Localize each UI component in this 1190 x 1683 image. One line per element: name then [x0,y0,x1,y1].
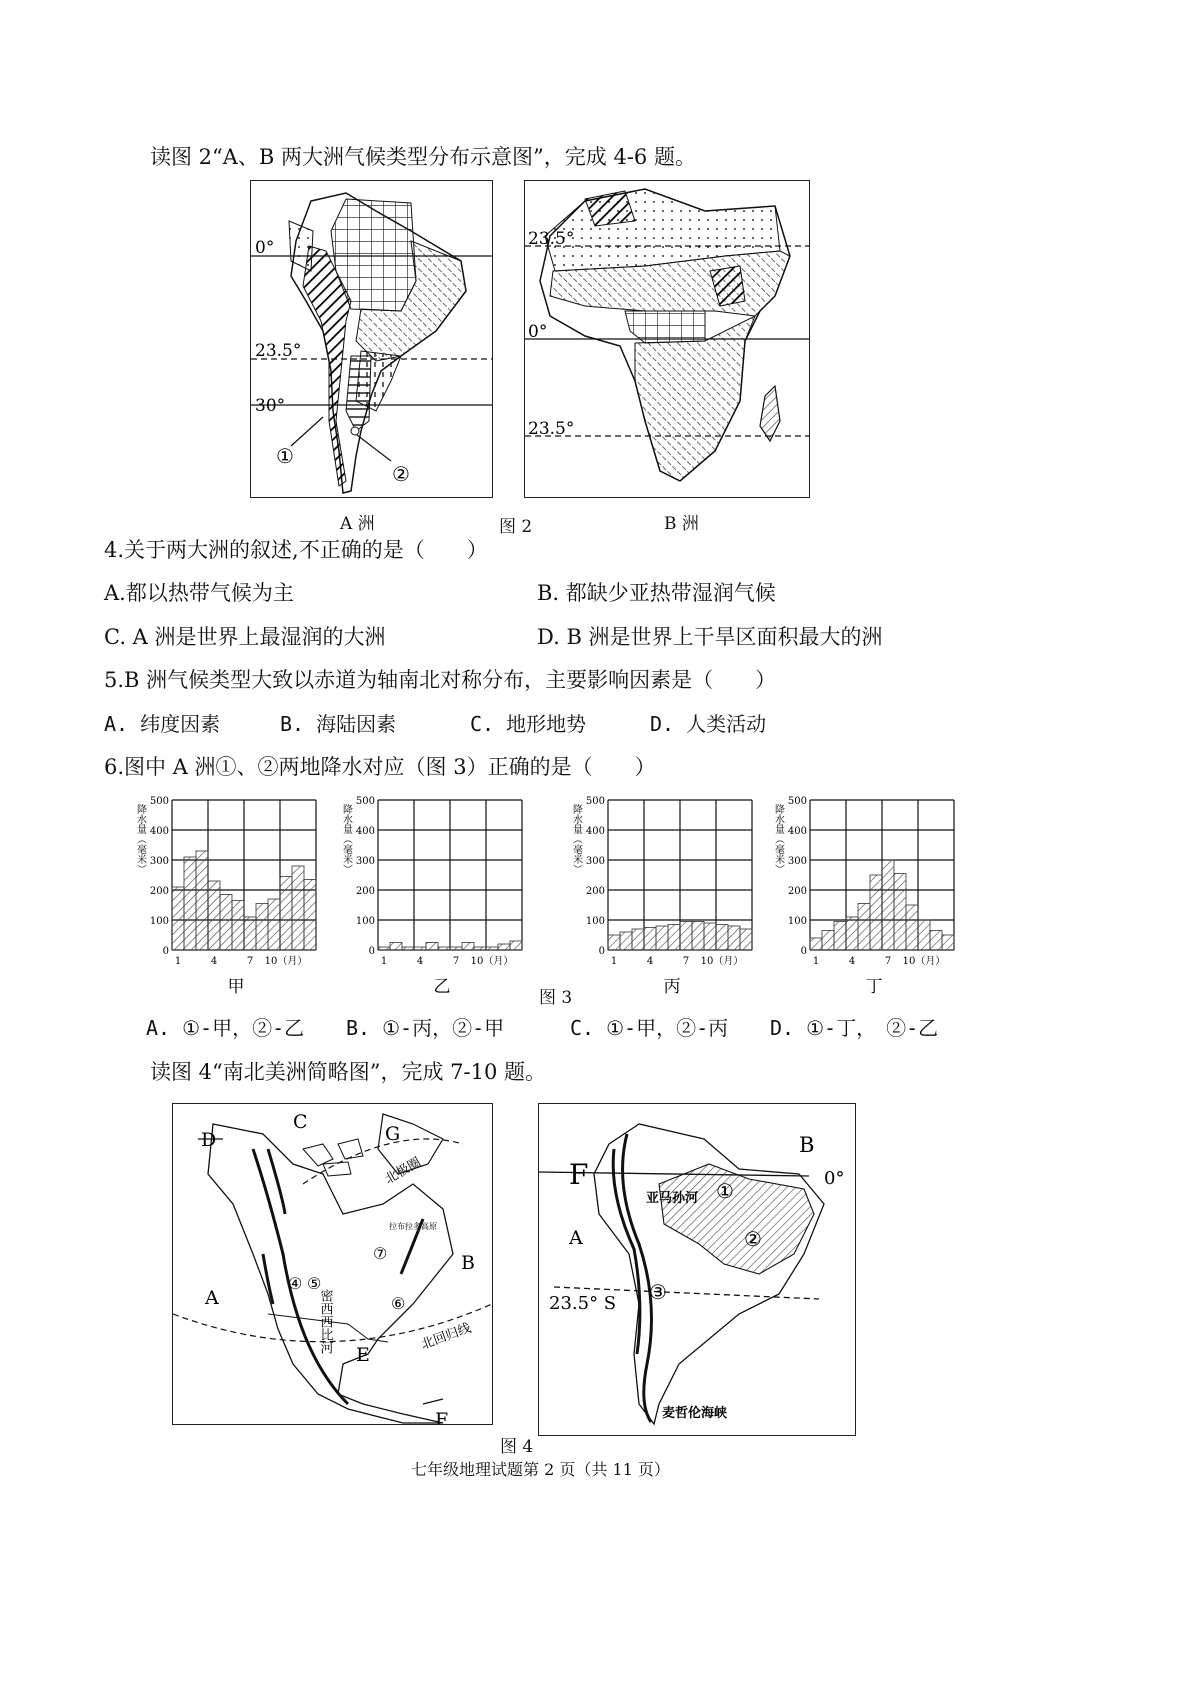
q5-option-c[interactable]: C. 地形地势 [470,712,587,736]
y-tick-label: 300 [787,856,807,867]
x-tick-label: 7 [682,956,690,967]
y-tick-label: 400 [787,826,807,837]
lat-30-label: 30° [255,396,286,416]
q5-option-a[interactable]: A. 纬度因素 [104,712,221,736]
sa-lat-23: 23.5° S [549,1293,617,1314]
na-letter-a: A [205,1287,219,1309]
y-tick-label: 100 [585,916,605,927]
x-tick-label: 4 [848,956,856,967]
q6-option-a[interactable]: A. ①-甲，②-乙 [146,1016,305,1040]
q4-option-d[interactable]: D. B 洲是世界上干旱区面积最大的洲 [537,625,883,649]
bar [620,932,632,950]
bar [474,947,486,950]
map-south-america [538,1103,856,1436]
map-a-south-america [250,180,493,498]
bar [846,917,858,950]
page-footer: 七年级地理试题第 2 页（共 11 页） [411,1460,670,1479]
sa-letter-a: A [569,1227,583,1249]
bar [196,851,208,950]
bar [680,922,692,951]
x-tick-label: 4 [210,956,218,967]
y-tick-label: 500 [787,796,807,807]
na-num-5: ⑤ [307,1274,322,1293]
map-b-africa [524,180,810,498]
bar [608,935,620,950]
x-tick-label: 1 [812,956,820,967]
q4-option-c[interactable]: C. A 洲是世界上最湿润的大洲 [104,625,386,649]
bar [510,941,522,950]
lat-0-label: 0° [255,238,275,258]
q6-option-b[interactable]: B. ①-丙，②-甲 [346,1016,505,1040]
y-tick-label: 300 [149,856,169,867]
y-tick-label: 200 [355,886,375,897]
q4-option-a[interactable]: A.都以热带气候为主 [104,581,294,605]
y-tick-label: 100 [149,916,169,927]
bar [268,899,280,950]
y-tick-label: 0 [368,946,375,957]
bar [462,943,474,951]
y-tick-label: 0 [800,946,807,957]
chart-title: 乙 [433,977,451,997]
precip-chart-3 [773,796,955,997]
y-tick-label: 200 [787,886,807,897]
y-tick-label: 400 [585,826,605,837]
bar [810,938,822,950]
x-tick-label: 10（月） [902,956,946,967]
fig3-precipitation-charts [130,790,970,1000]
fig2-caption: 图 2 [499,517,533,537]
bar [402,947,414,950]
lat-n23-label: 23.5° [528,229,575,249]
bar [390,943,402,951]
bar [870,875,882,950]
sa-num-3: ③ [649,1280,667,1304]
bar [208,881,220,950]
y-tick-label: 300 [355,856,375,867]
bar [930,931,942,951]
fig4-caption: 图 4 [500,1437,534,1457]
bar [668,925,680,951]
lat-s23-label: 23.5° [528,419,575,439]
chart-title: 丙 [663,977,681,997]
bar [450,947,462,950]
x-tick-label: 1 [380,956,388,967]
q5-option-b[interactable]: B. 海陆因素 [280,712,397,736]
bar [292,866,304,950]
bar [280,877,292,951]
na-num-7: ⑦ [373,1244,388,1263]
bar [740,929,752,950]
x-tick-label: 10（月） [470,956,514,967]
bar [232,901,244,951]
q6-stem: 6.图中 A 洲①、②两地降水对应（图 3）正确的是（ ） [104,755,656,779]
lat-23-label: 23.5° [255,341,302,361]
precip-chart-1 [341,796,523,997]
y-tick-label: 200 [149,886,169,897]
bar [378,947,390,950]
q4-stem: 4.关于两大洲的叙述,不正确的是（ ） [104,538,488,562]
na-letter-g: G [385,1123,401,1145]
bar [894,874,906,951]
y-tick-label: 100 [787,916,807,927]
y-tick-label: 0 [598,946,605,957]
bar [728,926,740,950]
y-tick-label: 400 [355,826,375,837]
bar [656,926,668,950]
na-num-6: ⑥ [391,1294,406,1313]
bar [426,943,438,951]
q6-option-c[interactable]: C. ①-甲，②-丙 [570,1016,729,1040]
point-1-label: ① [276,444,294,468]
y-tick-label: 100 [355,916,375,927]
precip-chart-2 [571,796,753,997]
map-b-label: B 洲 [664,514,699,534]
y-tick-label: 200 [585,886,605,897]
bar [498,944,510,950]
y-tick-label: 0 [162,946,169,957]
x-tick-label: 10（月） [264,956,308,967]
q5-stem: 5.B 洲气候类型大致以赤道为轴南北对称分布，主要影响因素是（ ） [104,668,777,692]
bar [716,925,728,951]
y-tick-label: 500 [355,796,375,807]
x-tick-label: 7 [452,956,460,967]
bar [858,904,870,951]
q5-option-d[interactable]: D. 人类活动 [650,712,767,736]
magellan-label: 麦哲伦海峡 [662,1406,728,1421]
na-letter-c: C [293,1111,308,1133]
sa-letter-f: F [569,1158,589,1191]
sa-lat-0: 0° [824,1168,845,1189]
na-letter-b: B [461,1252,475,1274]
sa-num-2: ② [744,1227,762,1251]
q4-option-b[interactable]: B. 都缺少亚热带湿润气候 [537,581,776,605]
bar [244,917,256,950]
bar [834,922,846,951]
tropic-label: 北回归线 [419,1320,474,1353]
precip-chart-0 [135,796,317,997]
x-tick-label: 1 [610,956,618,967]
na-letter-f: F [435,1409,449,1424]
y-axis-label: 降水量（毫米） [134,804,146,874]
bar [414,947,426,950]
chart-title: 丁 [865,977,883,997]
y-tick-label: 500 [585,796,605,807]
x-tick-label: 1 [174,956,182,967]
y-tick-label: 400 [149,826,169,837]
bar [220,895,232,951]
bar [882,860,894,950]
y-tick-label: 500 [149,796,169,807]
sa-num-1: ① [716,1179,734,1203]
bar [632,929,644,950]
sa-letter-b: B [799,1133,815,1157]
bar [172,887,184,950]
bar [942,935,954,950]
intro-text-fig2: 读图 2“A、B 两大洲气候类型分布示意图”，完成 4-6 题。 [150,145,696,169]
bar [822,931,834,951]
x-tick-label: 4 [646,956,654,967]
y-axis-label: 降水量（毫米） [340,804,352,874]
arctic-circle-label: 北极圈 [382,1154,424,1188]
map-a-label: A 洲 [340,514,375,534]
x-tick-label: 4 [416,956,424,967]
x-tick-label: 7 [884,956,892,967]
point-2-label: ② [392,462,410,486]
map-north-america [172,1103,493,1425]
chart-title: 甲 [227,977,245,997]
bar [304,880,316,951]
bar [486,947,498,950]
bar [256,904,268,951]
intro-text-fig4: 读图 4“南北美洲简略图”，完成 7-10 题。 [150,1060,547,1084]
x-tick-label: 7 [246,956,254,967]
amazon-label: 亚马孙河 [646,1191,699,1206]
bar [906,905,918,950]
mississippi-label: 密西西比河 [317,1289,333,1354]
fig3-caption: 图 3 [539,988,573,1008]
bar [438,947,450,950]
y-axis-label: 降水量（毫米） [772,804,784,874]
y-tick-label: 300 [585,856,605,867]
bar [704,923,716,950]
bar [692,922,704,951]
na-letter-d: D [201,1129,217,1151]
bar [918,920,930,950]
bar [184,857,196,950]
q6-option-d[interactable]: D. ①-丁， ②-乙 [770,1016,939,1040]
y-axis-label: 降水量（毫米） [570,804,582,874]
na-num-4: ④ [288,1274,303,1293]
bar [644,928,656,951]
x-tick-label: 10（月） [700,956,744,967]
labrador-label: 拉布拉多高原 [389,1222,437,1231]
na-letter-e: E [356,1344,370,1366]
lat-0b-label: 0° [528,322,548,342]
